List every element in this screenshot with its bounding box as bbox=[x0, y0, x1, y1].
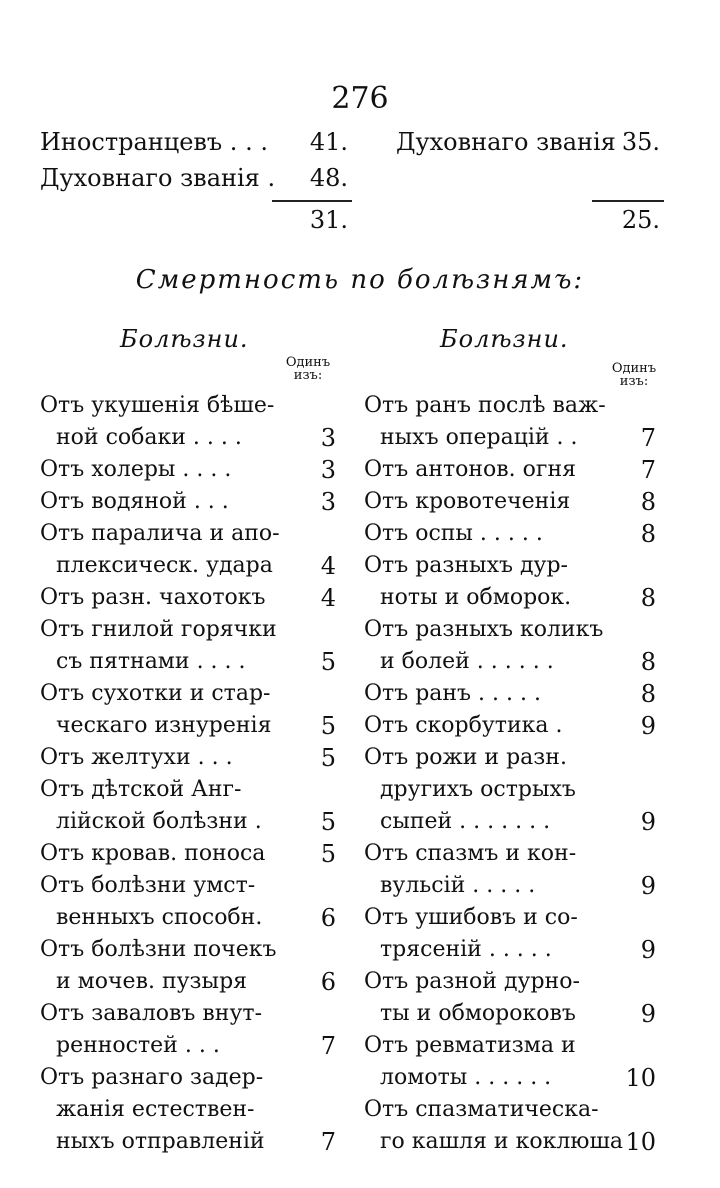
disease-name-line: Отъ ранъ послѣ важ- bbox=[364, 393, 606, 418]
disease-entry bbox=[40, 582, 336, 614]
disease-name-line: и болей . . . . . . bbox=[380, 649, 554, 674]
disease-entry bbox=[364, 710, 656, 742]
disease-name-line: Отъ рожи и разн. bbox=[364, 745, 567, 770]
ratio-header bbox=[610, 362, 658, 388]
disease-name-line: Отъ разныхъ дур- bbox=[364, 553, 568, 578]
ratio-value: 9 bbox=[640, 872, 656, 900]
ratio-value: 5 bbox=[320, 808, 336, 836]
disease-entry bbox=[40, 1062, 336, 1158]
disease-name-line: Отъ оспы . . . . . bbox=[364, 521, 543, 546]
disease-name-line: вульсій . . . . . bbox=[380, 873, 536, 898]
disease-name-line: Отъ водяной . . . bbox=[40, 489, 229, 514]
ratio-value: 9 bbox=[640, 936, 656, 964]
disease-entry bbox=[364, 1094, 656, 1158]
stats-value: 48. bbox=[309, 164, 348, 192]
disease-name-line: ты и обмороковъ bbox=[380, 1001, 576, 1026]
disease-entry bbox=[364, 614, 656, 678]
ratio-value: 10 bbox=[625, 1128, 656, 1156]
ratio-value: 3 bbox=[320, 424, 336, 452]
disease-name-line: другихъ острыхъ bbox=[380, 777, 576, 802]
disease-entry bbox=[364, 902, 656, 966]
stats-row bbox=[396, 124, 660, 160]
section-title: Смертность по болѣзнямъ: bbox=[135, 265, 585, 295]
disease-list-right bbox=[364, 390, 656, 1158]
ratio-value: 8 bbox=[640, 648, 656, 676]
disease-name-line: Отъ ревматизма и bbox=[364, 1033, 576, 1058]
disease-entry bbox=[364, 454, 656, 486]
disease-name-line: ныхъ отправленій bbox=[56, 1129, 265, 1154]
disease-entry bbox=[364, 486, 656, 518]
ratio-value: 8 bbox=[640, 520, 656, 548]
ratio-value: 9 bbox=[640, 808, 656, 836]
disease-entry bbox=[40, 390, 336, 454]
disease-entry bbox=[364, 742, 656, 838]
disease-name-line: Отъ ранъ . . . . . bbox=[364, 681, 541, 706]
stats-row bbox=[40, 124, 348, 160]
column-heading: Болѣзни. bbox=[120, 325, 249, 353]
disease-name-line: венныхъ способн. bbox=[56, 905, 263, 930]
disease-name-line: Отъ желтухи . . . bbox=[40, 745, 233, 770]
disease-name-line: ческаго изнуренія bbox=[56, 713, 272, 738]
disease-entry bbox=[364, 550, 656, 614]
disease-name-line: Отъ укушенія бѣше- bbox=[40, 393, 275, 418]
ratio-header-line: Одинъ bbox=[611, 361, 657, 376]
disease-name-line: Отъ антонов. огня bbox=[364, 457, 576, 482]
disease-entry bbox=[40, 518, 336, 582]
disease-name-line: ныхъ операцій . . bbox=[380, 425, 578, 450]
disease-entry bbox=[40, 998, 336, 1062]
disease-name-line: Отъ спазматическа- bbox=[364, 1097, 599, 1122]
disease-list-left bbox=[40, 390, 336, 1158]
disease-name-line: го кашля и коклюша bbox=[380, 1129, 624, 1154]
ratio-header-line: Одинъ bbox=[285, 355, 331, 370]
disease-entry bbox=[40, 934, 336, 998]
disease-entry bbox=[364, 518, 656, 550]
ratio-value: 4 bbox=[320, 584, 336, 612]
disease-entry bbox=[40, 614, 336, 678]
disease-name-line: Отъ кровотеченія bbox=[364, 489, 571, 514]
disease-name-line: Отъ спазмъ и кон- bbox=[364, 841, 577, 866]
disease-name-line: Отъ скорбутика . bbox=[364, 713, 563, 738]
disease-name-line: Отъ дѣтской Анг- bbox=[40, 777, 242, 802]
disease-name-line: жанія естествен- bbox=[56, 1097, 255, 1122]
disease-name-line: сыпей . . . . . . . bbox=[380, 809, 551, 834]
disease-name-line: Отъ заваловъ внут- bbox=[40, 1001, 263, 1026]
page-number: 276 bbox=[331, 81, 389, 116]
disease-entry bbox=[40, 454, 336, 486]
ratio-header-line: изъ: bbox=[293, 368, 323, 383]
disease-name-line: ломоты . . . . . . bbox=[380, 1065, 552, 1090]
disease-entry bbox=[40, 742, 336, 774]
disease-name-line: Отъ паралича и апо- bbox=[40, 521, 280, 546]
disease-name-line: Отъ разной дурно- bbox=[364, 969, 580, 994]
disease-name-line: Отъ болѣзни умст- bbox=[40, 873, 256, 898]
ratio-value: 8 bbox=[640, 584, 656, 612]
disease-name-line: съ пятнами . . . . bbox=[56, 649, 246, 674]
ratio-value: 5 bbox=[320, 840, 336, 868]
stats-subtotal: 31. bbox=[309, 206, 348, 234]
ratio-value: 5 bbox=[320, 648, 336, 676]
disease-name-line: ной собаки . . . . bbox=[56, 425, 242, 450]
ratio-value: 8 bbox=[640, 488, 656, 516]
stats-label: Духовнаго званія . bbox=[40, 164, 276, 192]
disease-entry bbox=[364, 838, 656, 902]
disease-name-line: Отъ холеры . . . . bbox=[40, 457, 232, 482]
disease-entry bbox=[40, 870, 336, 934]
stats-label: Иностранцевъ . . . bbox=[40, 128, 268, 156]
disease-name-line: ренностей . . . bbox=[56, 1033, 220, 1058]
disease-entry bbox=[364, 390, 656, 454]
disease-name-line: Отъ кровав. поноса bbox=[40, 841, 266, 866]
disease-name-line: трясеній . . . . . bbox=[380, 937, 552, 962]
ratio-value: 5 bbox=[320, 744, 336, 772]
ratio-value: 6 bbox=[320, 968, 336, 996]
ratio-value: 7 bbox=[320, 1032, 336, 1060]
ratio-value: 4 bbox=[320, 552, 336, 580]
ratio-value: 3 bbox=[320, 456, 336, 484]
disease-entry bbox=[40, 486, 336, 518]
ratio-value: 6 bbox=[320, 904, 336, 932]
ratio-value: 8 bbox=[640, 680, 656, 708]
disease-entry bbox=[364, 966, 656, 1030]
stats-label: Духовнаго званія bbox=[396, 128, 616, 156]
disease-name-line: Отъ разнаго задер- bbox=[40, 1065, 264, 1090]
disease-entry bbox=[364, 1030, 656, 1094]
disease-name-line: лійской болѣзни . bbox=[56, 809, 262, 834]
disease-name-line: Отъ сухотки и стар- bbox=[40, 681, 271, 706]
ratio-value: 7 bbox=[640, 424, 656, 452]
disease-name-line: Отъ ушибовъ и со- bbox=[364, 905, 578, 930]
disease-name-line: и мочев. пузыря bbox=[56, 969, 248, 994]
disease-name-line: ноты и обморок. bbox=[380, 585, 572, 610]
ratio-header-line: изъ: bbox=[619, 374, 649, 389]
ratio-value: 7 bbox=[640, 456, 656, 484]
stats-row bbox=[40, 160, 348, 196]
ratio-value: 9 bbox=[640, 712, 656, 740]
disease-name-line: плексическ. удара bbox=[56, 553, 273, 578]
ratio-value: 7 bbox=[320, 1128, 336, 1156]
disease-entry bbox=[40, 774, 336, 838]
stats-value: 41. bbox=[309, 128, 348, 156]
ratio-value: 5 bbox=[320, 712, 336, 740]
disease-name-line: Отъ разныхъ коликъ bbox=[364, 617, 604, 642]
disease-entry bbox=[40, 838, 336, 870]
disease-name-line: Отъ болѣзни почекъ bbox=[40, 937, 277, 962]
stats-subtotal: 25. bbox=[621, 206, 660, 234]
disease-entry bbox=[364, 678, 656, 710]
ratio-header bbox=[284, 356, 332, 382]
disease-name-line: Отъ гнилой горячки bbox=[40, 617, 277, 642]
ratio-value: 3 bbox=[320, 488, 336, 516]
stats-value: 35. bbox=[621, 128, 660, 156]
column-heading: Болѣзни. bbox=[440, 325, 569, 353]
disease-entry bbox=[40, 678, 336, 742]
ratio-value: 10 bbox=[625, 1064, 656, 1092]
ratio-value: 9 bbox=[640, 1000, 656, 1028]
disease-name-line: Отъ разн. чахотокъ bbox=[40, 585, 266, 610]
